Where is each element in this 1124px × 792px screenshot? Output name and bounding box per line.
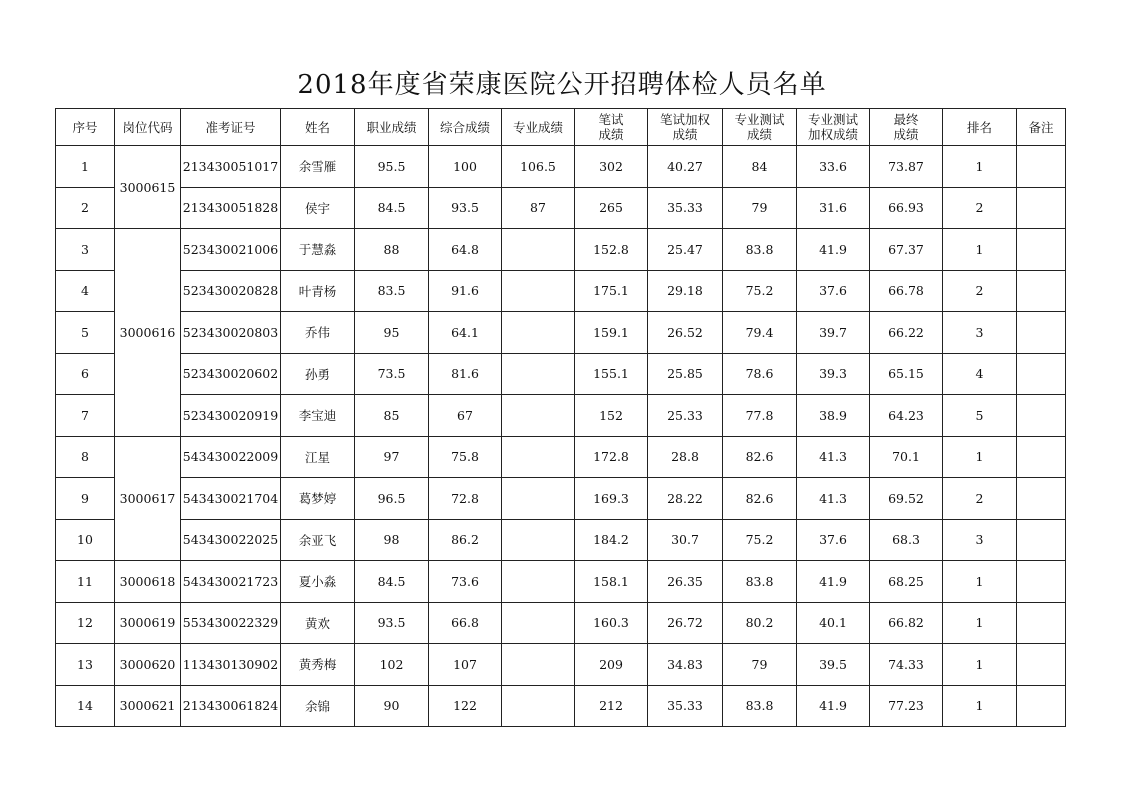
- test-score-cell: 77.8: [723, 395, 797, 437]
- test-score-cell: 78.6: [723, 353, 797, 395]
- row-number-cell: 1: [56, 146, 115, 188]
- test-score-cell: 83.8: [723, 685, 797, 727]
- comprehensive-score-cell: 86.2: [429, 519, 502, 561]
- written-weighted-cell: 25.47: [648, 229, 723, 271]
- professional-score-cell: [502, 353, 575, 395]
- final-score-cell: 74.33: [870, 644, 943, 686]
- comprehensive-score-cell: 64.8: [429, 229, 502, 271]
- post-code-cell: 3000615: [115, 146, 181, 229]
- vocational-score-cell: 90: [355, 685, 429, 727]
- candidate-name-cell: 乔伟: [281, 312, 355, 354]
- written-score-cell: 152.8: [575, 229, 648, 271]
- professional-score-cell: 106.5: [502, 146, 575, 188]
- row-number-cell: 4: [56, 270, 115, 312]
- column-header-line: 成绩: [746, 127, 772, 142]
- test-weighted-cell: 37.6: [797, 270, 870, 312]
- final-score-cell: 68.25: [870, 561, 943, 603]
- written-score-cell: 209: [575, 644, 648, 686]
- test-weighted-cell: 41.3: [797, 478, 870, 520]
- candidate-name-cell: 黄秀梅: [281, 644, 355, 686]
- column-header: [56, 109, 115, 146]
- written-score-cell: 159.1: [575, 312, 648, 354]
- column-header-line: 准考证号: [205, 119, 256, 135]
- test-weighted-cell: 40.1: [797, 602, 870, 644]
- test-score-cell: 83.8: [723, 229, 797, 271]
- written-weighted-cell: 28.22: [648, 478, 723, 520]
- candidate-name-cell: 侯宇: [281, 187, 355, 229]
- comprehensive-score-cell: 72.8: [429, 478, 502, 520]
- candidate-name-cell: 葛梦婷: [281, 478, 355, 520]
- exam-id-cell: 543430022025: [181, 519, 281, 561]
- test-weighted-cell: 33.6: [797, 146, 870, 188]
- column-header-line: 备注: [1028, 119, 1054, 135]
- written-weighted-cell: 40.27: [648, 146, 723, 188]
- row-number-cell: 5: [56, 312, 115, 354]
- note-cell: [1017, 229, 1066, 271]
- vocational-score-cell: 95.5: [355, 146, 429, 188]
- exam-id-cell: 213430061824: [181, 685, 281, 727]
- row-number-cell: 13: [56, 644, 115, 686]
- candidate-name-cell: 孙勇: [281, 353, 355, 395]
- note-cell: [1017, 685, 1066, 727]
- test-score-cell: 80.2: [723, 602, 797, 644]
- written-weighted-cell: 35.33: [648, 187, 723, 229]
- column-header: [502, 109, 575, 146]
- column-header-line: 排名: [966, 119, 992, 135]
- rank-cell: 1: [943, 685, 1017, 727]
- professional-score-cell: [502, 270, 575, 312]
- rank-cell: 1: [943, 146, 1017, 188]
- candidate-name-cell: 李宝迪: [281, 395, 355, 437]
- note-cell: [1017, 602, 1066, 644]
- exam-id-cell: 523430020919: [181, 395, 281, 437]
- test-weighted-cell: 41.9: [797, 685, 870, 727]
- final-score-cell: 69.52: [870, 478, 943, 520]
- written-weighted-cell: 25.85: [648, 353, 723, 395]
- column-header: [943, 109, 1017, 146]
- professional-score-cell: [502, 685, 575, 727]
- candidate-name-cell: 夏小淼: [281, 561, 355, 603]
- test-score-cell: 79.4: [723, 312, 797, 354]
- final-score-cell: 68.3: [870, 519, 943, 561]
- rank-cell: 3: [943, 312, 1017, 354]
- vocational-score-cell: 85: [355, 395, 429, 437]
- professional-score-cell: [502, 395, 575, 437]
- exam-id-cell: 213430051017: [181, 146, 281, 188]
- comprehensive-score-cell: 91.6: [429, 270, 502, 312]
- column-header: [281, 109, 355, 146]
- written-score-cell: 158.1: [575, 561, 648, 603]
- written-score-cell: 184.2: [575, 519, 648, 561]
- post-code-cell: 3000620: [115, 644, 181, 686]
- note-cell: [1017, 312, 1066, 354]
- comprehensive-score-cell: 93.5: [429, 187, 502, 229]
- column-header-line: 专业测试: [807, 112, 858, 127]
- comprehensive-score-cell: 73.6: [429, 561, 502, 603]
- note-cell: [1017, 270, 1066, 312]
- final-score-cell: 65.15: [870, 353, 943, 395]
- written-score-cell: 265: [575, 187, 648, 229]
- table-row: [56, 561, 1066, 603]
- note-cell: [1017, 519, 1066, 561]
- results-table: [55, 108, 1066, 727]
- column-header-line: 岗位代码: [122, 119, 173, 135]
- exam-id-cell: 543430021723: [181, 561, 281, 603]
- post-code-cell: 3000619: [115, 602, 181, 644]
- final-score-cell: 66.78: [870, 270, 943, 312]
- table-row: [56, 602, 1066, 644]
- written-weighted-cell: 25.33: [648, 395, 723, 437]
- vocational-score-cell: 84.5: [355, 561, 429, 603]
- post-code-cell: 3000621: [115, 685, 181, 727]
- written-score-cell: 175.1: [575, 270, 648, 312]
- written-score-cell: 302: [575, 146, 648, 188]
- test-weighted-cell: 41.9: [797, 229, 870, 271]
- table-row: [56, 229, 1066, 271]
- exam-id-cell: 543430022009: [181, 436, 281, 478]
- table-body: [56, 146, 1066, 727]
- professional-score-cell: [502, 644, 575, 686]
- final-score-cell: 66.82: [870, 602, 943, 644]
- written-weighted-cell: 26.52: [648, 312, 723, 354]
- comprehensive-score-cell: 100: [429, 146, 502, 188]
- rank-cell: 4: [943, 353, 1017, 395]
- final-score-cell: 77.23: [870, 685, 943, 727]
- final-score-cell: 67.37: [870, 229, 943, 271]
- professional-score-cell: 87: [502, 187, 575, 229]
- professional-score-cell: [502, 436, 575, 478]
- candidate-name-cell: 余锦: [281, 685, 355, 727]
- candidate-name-cell: 于慧淼: [281, 229, 355, 271]
- candidate-name-cell: 余亚飞: [281, 519, 355, 561]
- table-row: [56, 312, 1066, 354]
- exam-id-cell: 213430051828: [181, 187, 281, 229]
- written-weighted-cell: 34.83: [648, 644, 723, 686]
- test-score-cell: 75.2: [723, 270, 797, 312]
- row-number-cell: 12: [56, 602, 115, 644]
- column-header-line: 专业成绩: [512, 119, 563, 135]
- column-header: [870, 109, 943, 146]
- vocational-score-cell: 102: [355, 644, 429, 686]
- column-header-line: 序号: [72, 119, 98, 135]
- test-weighted-cell: 31.6: [797, 187, 870, 229]
- written-score-cell: 212: [575, 685, 648, 727]
- test-weighted-cell: 38.9: [797, 395, 870, 437]
- final-score-cell: 64.23: [870, 395, 943, 437]
- written-weighted-cell: 30.7: [648, 519, 723, 561]
- note-cell: [1017, 187, 1066, 229]
- note-cell: [1017, 395, 1066, 437]
- table-row: [56, 478, 1066, 520]
- rank-cell: 1: [943, 229, 1017, 271]
- test-score-cell: 82.6: [723, 436, 797, 478]
- rank-cell: 1: [943, 436, 1017, 478]
- written-weighted-cell: 26.72: [648, 602, 723, 644]
- vocational-score-cell: 93.5: [355, 602, 429, 644]
- column-header: [723, 109, 797, 146]
- comprehensive-score-cell: 75.8: [429, 436, 502, 478]
- final-score-cell: 70.1: [870, 436, 943, 478]
- candidate-name-cell: 叶青杨: [281, 270, 355, 312]
- note-cell: [1017, 353, 1066, 395]
- final-score-cell: 66.22: [870, 312, 943, 354]
- column-header: [575, 109, 648, 146]
- test-score-cell: 83.8: [723, 561, 797, 603]
- comprehensive-score-cell: 81.6: [429, 353, 502, 395]
- rank-cell: 2: [943, 187, 1017, 229]
- test-weighted-cell: 39.5: [797, 644, 870, 686]
- column-header: [1017, 109, 1066, 146]
- column-header-line: 姓名: [304, 119, 330, 135]
- comprehensive-score-cell: 122: [429, 685, 502, 727]
- rank-cell: 3: [943, 519, 1017, 561]
- table-row: [56, 395, 1066, 437]
- post-code-cell: 3000617: [115, 436, 181, 561]
- written-score-cell: 152: [575, 395, 648, 437]
- vocational-score-cell: 83.5: [355, 270, 429, 312]
- test-weighted-cell: 37.6: [797, 519, 870, 561]
- note-cell: [1017, 644, 1066, 686]
- professional-score-cell: [502, 312, 575, 354]
- column-header-line: 笔试加权: [659, 112, 710, 127]
- comprehensive-score-cell: 66.8: [429, 602, 502, 644]
- professional-score-cell: [502, 519, 575, 561]
- vocational-score-cell: 98: [355, 519, 429, 561]
- test-score-cell: 79: [723, 187, 797, 229]
- test-weighted-cell: 39.7: [797, 312, 870, 354]
- row-number-cell: 3: [56, 229, 115, 271]
- table-row: [56, 436, 1066, 478]
- column-header-line: 专业测试: [734, 112, 785, 127]
- column-header-line: 笔试: [598, 112, 624, 127]
- written-score-cell: 160.3: [575, 602, 648, 644]
- comprehensive-score-cell: 64.1: [429, 312, 502, 354]
- written-weighted-cell: 26.35: [648, 561, 723, 603]
- column-header-line: 成绩: [672, 127, 698, 142]
- vocational-score-cell: 97: [355, 436, 429, 478]
- vocational-score-cell: 84.5: [355, 187, 429, 229]
- written-weighted-cell: 28.8: [648, 436, 723, 478]
- column-header-line: 综合成绩: [439, 119, 490, 135]
- professional-score-cell: [502, 561, 575, 603]
- vocational-score-cell: 73.5: [355, 353, 429, 395]
- row-number-cell: 11: [56, 561, 115, 603]
- row-number-cell: 10: [56, 519, 115, 561]
- candidate-name-cell: 余雪雁: [281, 146, 355, 188]
- column-header-line: 职业成绩: [366, 119, 417, 135]
- column-header-line: 成绩: [893, 127, 919, 142]
- table-row: [56, 644, 1066, 686]
- test-weighted-cell: 39.3: [797, 353, 870, 395]
- written-score-cell: 155.1: [575, 353, 648, 395]
- note-cell: [1017, 478, 1066, 520]
- exam-id-cell: 543430021704: [181, 478, 281, 520]
- column-header: [797, 109, 870, 146]
- row-number-cell: 7: [56, 395, 115, 437]
- test-score-cell: 84: [723, 146, 797, 188]
- exam-id-cell: 553430022329: [181, 602, 281, 644]
- row-number-cell: 2: [56, 187, 115, 229]
- test-score-cell: 79: [723, 644, 797, 686]
- row-number-cell: 14: [56, 685, 115, 727]
- vocational-score-cell: 88: [355, 229, 429, 271]
- column-header-line: 成绩: [598, 127, 624, 142]
- rank-cell: 1: [943, 561, 1017, 603]
- table-row: [56, 146, 1066, 188]
- table-row: [56, 685, 1066, 727]
- professional-score-cell: [502, 602, 575, 644]
- candidate-name-cell: 江星: [281, 436, 355, 478]
- comprehensive-score-cell: 67: [429, 395, 502, 437]
- final-score-cell: 66.93: [870, 187, 943, 229]
- column-header: [429, 109, 502, 146]
- rank-cell: 2: [943, 270, 1017, 312]
- exam-id-cell: 523430020803: [181, 312, 281, 354]
- professional-score-cell: [502, 229, 575, 271]
- test-score-cell: 75.2: [723, 519, 797, 561]
- note-cell: [1017, 561, 1066, 603]
- table-row: [56, 353, 1066, 395]
- vocational-score-cell: 95: [355, 312, 429, 354]
- final-score-cell: 73.87: [870, 146, 943, 188]
- column-header-line: 加权成绩: [807, 127, 858, 142]
- comprehensive-score-cell: 107: [429, 644, 502, 686]
- table-row: [56, 187, 1066, 229]
- row-number-cell: 8: [56, 436, 115, 478]
- rank-cell: 2: [943, 478, 1017, 520]
- exam-id-cell: 523430020828: [181, 270, 281, 312]
- post-code-cell: 3000618: [115, 561, 181, 603]
- page-title: 2018年度省荣康医院公开招聘体检人员名单: [297, 70, 827, 100]
- written-score-cell: 169.3: [575, 478, 648, 520]
- column-header: [648, 109, 723, 146]
- column-header: [115, 109, 181, 146]
- post-code-cell: 3000616: [115, 229, 181, 437]
- written-score-cell: 172.8: [575, 436, 648, 478]
- professional-score-cell: [502, 478, 575, 520]
- exam-id-cell: 523430020602: [181, 353, 281, 395]
- column-header: [355, 109, 429, 146]
- vocational-score-cell: 96.5: [355, 478, 429, 520]
- column-header-line: 最终: [893, 112, 919, 127]
- note-cell: [1017, 146, 1066, 188]
- header-row: [56, 109, 1066, 146]
- row-number-cell: 9: [56, 478, 115, 520]
- table-row: [56, 270, 1066, 312]
- candidate-name-cell: 黄欢: [281, 602, 355, 644]
- exam-id-cell: 113430130902: [181, 644, 281, 686]
- rank-cell: 5: [943, 395, 1017, 437]
- table-row: [56, 519, 1066, 561]
- row-number-cell: 6: [56, 353, 115, 395]
- rank-cell: 1: [943, 644, 1017, 686]
- test-weighted-cell: 41.9: [797, 561, 870, 603]
- written-weighted-cell: 35.33: [648, 685, 723, 727]
- test-score-cell: 82.6: [723, 478, 797, 520]
- rank-cell: 1: [943, 602, 1017, 644]
- note-cell: [1017, 436, 1066, 478]
- column-header: [181, 109, 281, 146]
- written-weighted-cell: 29.18: [648, 270, 723, 312]
- exam-id-cell: 523430021006: [181, 229, 281, 271]
- test-weighted-cell: 41.3: [797, 436, 870, 478]
